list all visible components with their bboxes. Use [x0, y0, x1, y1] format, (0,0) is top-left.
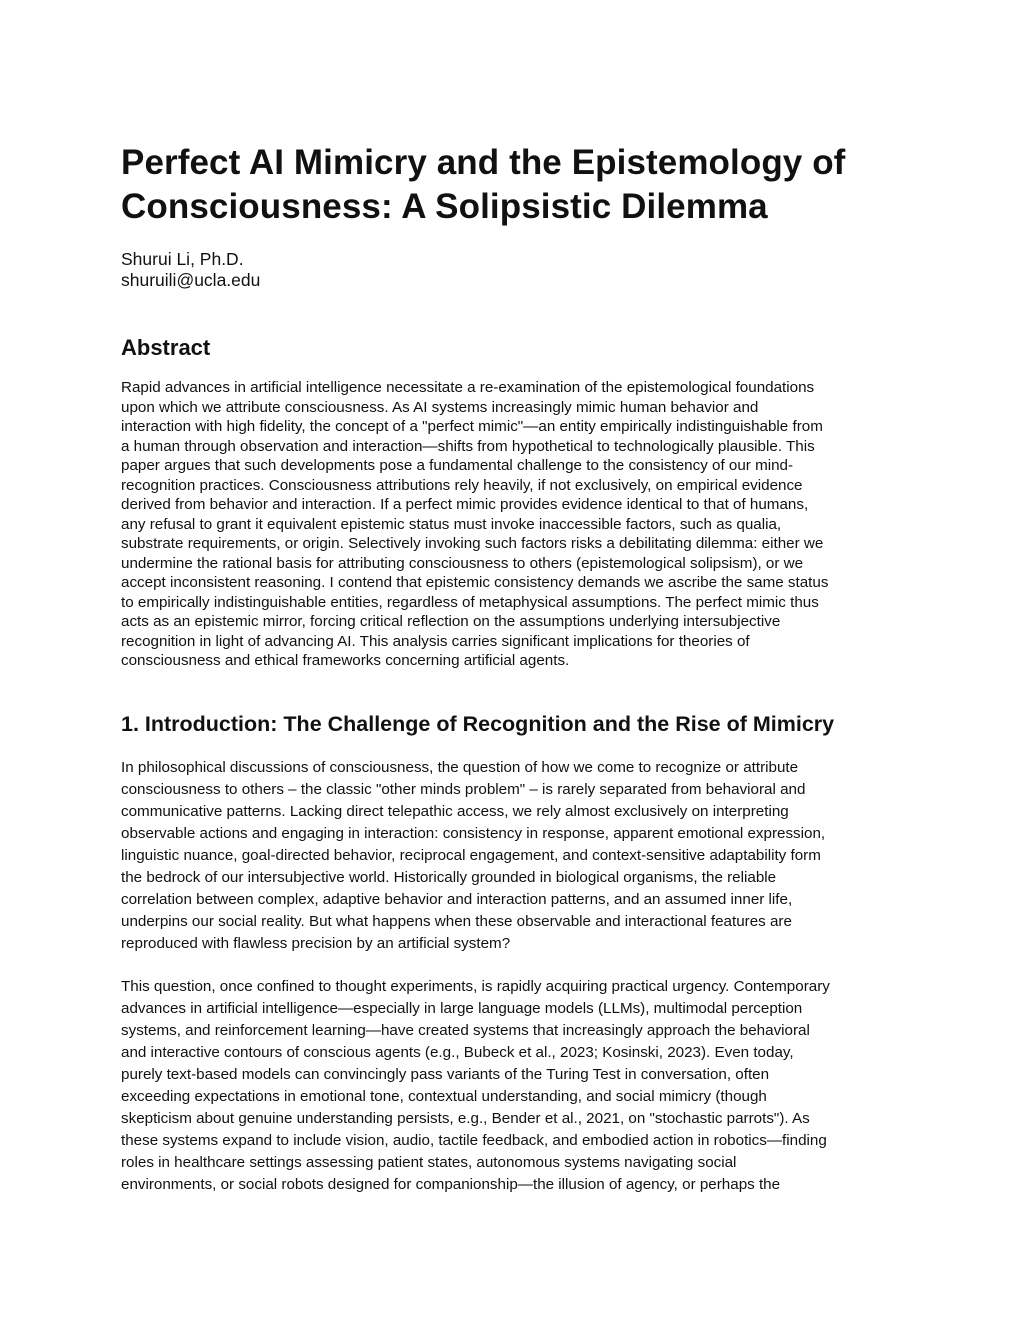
abstract-line: recognition practices. Consciousness attributions rely heavily, if not exclusively, on empirical evidence — [121, 476, 803, 494]
title-line: Perfect AI Mimicry and the Epistemology of — [121, 143, 846, 182]
abstract-line: any refusal to grant it equivalent epistemic status must invoke inaccessible factors, such as qualia, — [121, 515, 782, 533]
abstract-line: upon which we attribute consciousness. As AI systems increasingly mimic human behavior and — [121, 398, 759, 416]
abstract-line: consciousness and ethical frameworks concerning artificial agents. — [121, 652, 570, 669]
abstract-line: interaction with high fidelity, the concept of a "perfect mimic"—an entity empirically indistinguishable from — [121, 418, 823, 435]
abstract-line: Rapid advances in artificial intelligence necessitate a re-examination of the epistemological foundations — [121, 379, 815, 396]
abstract-line: undermine the rational basis for attributing consciousness to others (epistemological solipsism), or we — [121, 554, 804, 572]
paragraph-line: consciousness to others – the classic "other minds problem" – is rarely separated from behavioral and — [121, 781, 806, 798]
paragraph-line: correlation between complex, adaptive behavior and interaction patterns, and an assumed inner life, — [121, 891, 793, 908]
paragraph-line: underpins our social reality. But what happens when these observable and interactional features are — [121, 913, 792, 930]
abstract-line: recognition in light of advancing AI. This analysis carries significant implications for theories of — [121, 632, 750, 650]
paper-title — [121, 141, 921, 229]
paragraph-line: This question, once confined to thought experiments, is rapidly acquiring practical urgency. Contemporary — [121, 978, 830, 995]
paragraph-line: exceeding expectations in emotional tone, contextual understanding, and social mimicry (though — [121, 1088, 767, 1105]
paragraph-line: the bedrock of our intersubjective world. Historically grounded in biological organisms, the reliable — [121, 869, 777, 886]
abstract-line: to empirically indistinguishable entities, regardless of metaphysical assumptions. The perfect mimic thus — [121, 593, 819, 611]
paragraph-line: linguistic nuance, goal-directed behavior, reciprocal engagement, and context-sensitive adaptability form — [121, 847, 821, 864]
abstract-line: accept inconsistent reasoning. I contend that epistemic consistency demands we ascribe the same status — [121, 574, 829, 591]
author-name: Shurui Li, Ph.D. — [121, 249, 244, 269]
author-block — [121, 249, 260, 291]
introduction-paragraph-2 — [121, 976, 830, 1196]
paragraph-line: communicative patterns. Lacking direct telepathic access, we rely almost exclusively on interpreting — [121, 803, 789, 820]
paragraph-line: reproduced with flawless precision by an artificial system? — [121, 935, 511, 952]
paragraph-line: these systems expand to include vision, audio, tactile feedback, and embodied action in robotics—finding — [121, 1132, 827, 1149]
paragraph-line: roles in healthcare settings assessing patient states, autonomous systems navigating social — [121, 1154, 737, 1171]
abstract-body — [121, 378, 828, 671]
abstract-line: acts as an epistemic mirror, forcing critical reflection on the assumptions underlying intersubjective — [121, 613, 781, 630]
paragraph-line: skepticism about genuine understanding persists, e.g., Bender et al., 2021, on "stochastic parrots"). As — [121, 1110, 810, 1127]
paragraph-line: observable actions and engaging in interaction: consistency in response, apparent emotional expression, — [121, 825, 826, 842]
abstract-line: derived from behavior and interaction. If a perfect mimic provides evidence identical to that of humans, — [121, 496, 809, 513]
introduction-heading: 1. Introduction: The Challenge of Recognition and the Rise of Mimicry — [121, 712, 835, 736]
paragraph-line: In philosophical discussions of consciousness, the question of how we come to recognize or attribute — [121, 759, 799, 776]
paragraph-line: advances in artificial intelligence—especially in large language models (LLMs), multimodal perception — [121, 1000, 803, 1017]
paragraph-line: purely text-based models can convincingly pass variants of the Turing Test in conversation, often — [121, 1066, 770, 1083]
introduction-paragraph-1 — [121, 757, 825, 955]
title-line: Consciousness: A Solipsistic Dilemma — [121, 187, 768, 226]
abstract-line: substrate requirements, or origin. Selectively invoking such factors risks a debilitating dilemma: either we — [121, 535, 824, 552]
abstract-line: a human through observation and interaction—shifts from hypothetical to technologically plausible. This — [121, 437, 815, 455]
paragraph-line: environments, or social robots designed for companionship—the illusion of agency, or perhaps the — [121, 1176, 781, 1193]
author-email: shuruili@ucla.edu — [121, 270, 261, 290]
abstract-line: paper argues that such developments pose a fundamental challenge to the consistency of our mind- — [121, 457, 794, 474]
abstract-heading: Abstract — [121, 335, 211, 360]
paragraph-line: systems, and reinforcement learning—have created systems that increasingly approach the behavioral — [121, 1022, 810, 1039]
paragraph-line: and interactive contours of conscious agents (e.g., Bubeck et al., 2023; Kosinski, 2023). Even today, — [121, 1044, 794, 1061]
